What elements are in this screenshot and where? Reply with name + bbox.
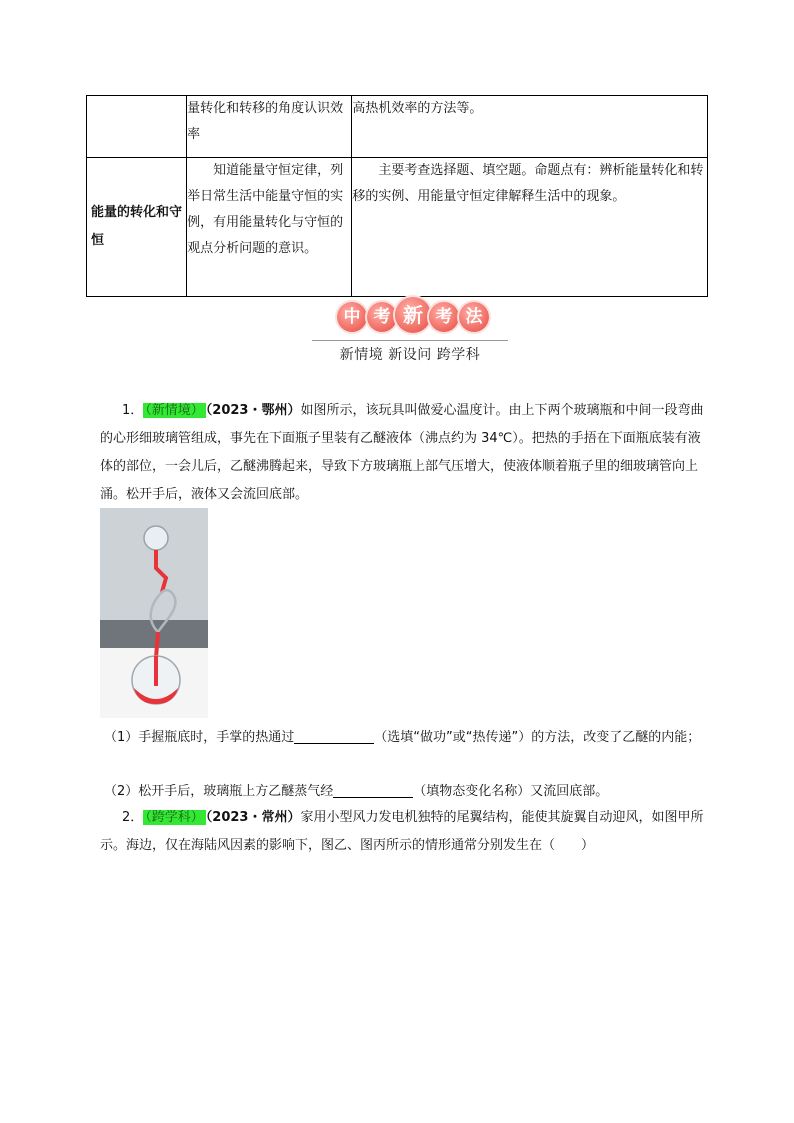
table-row bbox=[87, 158, 708, 297]
heart-thermometer-illustration bbox=[100, 508, 208, 718]
curriculum-table bbox=[86, 95, 708, 297]
badge-char: 考 bbox=[367, 302, 397, 332]
badge-char: 考 bbox=[429, 302, 459, 332]
heart-thermometer-photo bbox=[100, 508, 208, 718]
question-source: （2023・常州） bbox=[205, 810, 301, 825]
question-number: 2． bbox=[122, 810, 144, 825]
badge-char: 新 bbox=[395, 297, 431, 333]
question-body: 如图所示，该玩具叫做爱心温度计。由上下两个玻璃瓶和中间一段弯曲的心形细玻璃管组成，事先在下面瓶子里装有乙醚液体（沸点约为 34℃）。把热的手捂在下面瓶底装有液体的部位，一会儿后，乙醚沸腾起来，导致下方玻璃瓶上部气压增大，使液体顺着瓶子里的细玻璃管向上涌。松开手后，液体又会流回底部。 bbox=[100, 403, 704, 502]
table-cell-exam-focus: 主要考查选择题、填空题。命题点有：辨析能量转化和转移的实例、用能量守恒定律解释生活中的现象。 bbox=[352, 158, 708, 297]
table-row bbox=[87, 96, 708, 158]
banner-badges bbox=[337, 300, 487, 334]
badge-char: 法 bbox=[459, 302, 489, 332]
question-body: 家用小型风力发电机独特的尾翼结构，能使其旋翼自动迎风，如图甲所示。海边，仅在海陆风因素的影响下，图乙、图丙所示的情形通常分别发生在（ ） bbox=[100, 810, 704, 853]
question-1-sub2 bbox=[100, 778, 710, 806]
table-cell-topic: 能量的转化和守恒 bbox=[87, 158, 187, 297]
question-1-text bbox=[100, 397, 710, 509]
question-tag: （跨学科） bbox=[145, 810, 204, 825]
sub-question-text: （2）松开手后，玻璃瓶上方乙醚蒸气经 bbox=[104, 784, 334, 799]
table-cell-exam-focus: 高热机效率的方法等。 bbox=[352, 96, 708, 158]
question-source: （2023・鄂州） bbox=[205, 403, 301, 418]
table-cell-topic bbox=[87, 96, 187, 158]
answer-blank[interactable] bbox=[333, 781, 413, 798]
banner-subtitle: 新情境 新设问 跨学科 bbox=[339, 347, 481, 363]
question-1-sub1 bbox=[100, 724, 710, 752]
section-banner bbox=[312, 298, 508, 366]
question-2-text bbox=[100, 804, 710, 860]
question-number: 1． bbox=[122, 403, 144, 418]
table-cell-requirement: 知道能量守恒定律，列举日常生活中能量守恒的实例，有用能量转化与守恒的观点分析问题的意识。 bbox=[187, 158, 352, 297]
sub-question-text: （1）手握瓶底时，手掌的热通过 bbox=[104, 730, 295, 745]
banner-divider bbox=[312, 340, 508, 341]
sub-question-text: （填物态变化名称）又流回底部。 bbox=[413, 784, 609, 799]
table-cell-requirement: 量转化和转移的角度认识效率 bbox=[187, 96, 352, 158]
badge-char: 中 bbox=[337, 302, 367, 332]
question-tag: （新情境） bbox=[145, 403, 204, 418]
answer-blank[interactable] bbox=[294, 727, 374, 744]
sub-question-text: （选填“做功”或“热传递”）的方法，改变了乙醚的内能； bbox=[374, 730, 701, 745]
